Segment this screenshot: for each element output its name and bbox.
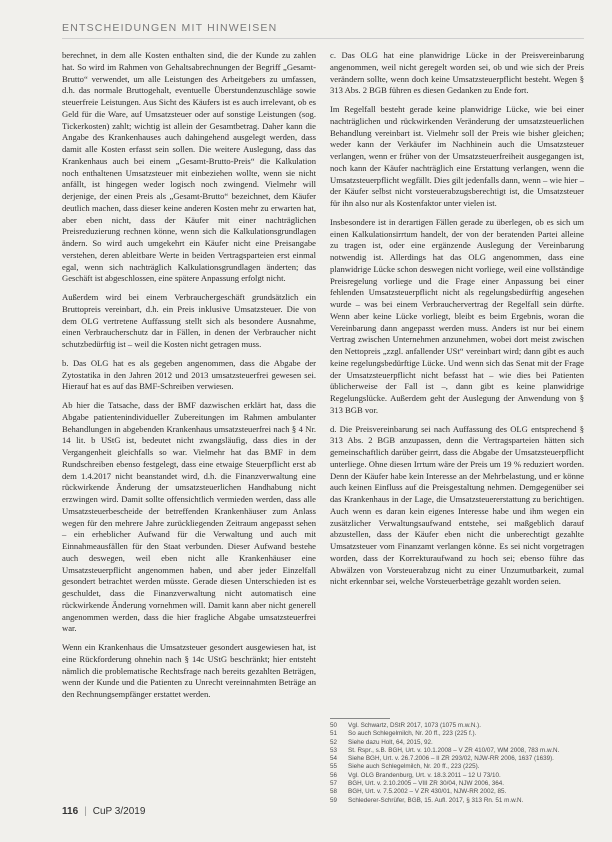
paragraph: berechnet, in dem alle Kosten enthalten sind, die der Kunde zu zahlen hat. So wird im Rahmen von Gehaltsabrechnungen der Begriff „Gesamt-Brutto“ verwendet, um alle Leistungen des Arbeitgebers zu umfassen, d.h. das normale Bruttogehalt, eventuelle Überstundenzuschläge sowie steuerfreie Leistungen. Aus Sicht des Käufers ist es auch irrelevant, ob es Geld für die Ware, auf Umsatzsteuer oder auf sonstige Leistungen (sog. Tickerkosten) zahlt; wichtig ist allein der Gesamtbetrag. Daher kann die Angabe des Krankenhauses auch dahingehend ausgelegt werden, dass damit alle Kosten erfasst sein sollen. Die weitere Auslegung, dass das Krankenhaus auch bei einem „Gesamt-Brutto-Preis“ die Kalkulation noch enthaltenen Umsatzsteuer mit einbeziehen wollte, wenn sie nicht anfällt, ist hingegen weder logisch noch zwingend. Vielmehr will derjenige, der einen Preis als „Gesamt-Brutto“ bezeichnet, dem Käufer deutlich machen, dass dieser keine anderen Kosten mehr zu erwarten hat, aber eben nicht, dass der Käufer mit einer nachträglichen Preisreduzierung rechnen könne, wenn sich die Kalkulationsgrundlagen ändern. So wird auch umgekehrt ein Käufer nicht eine Preisangabe verstehen, deren ableitbare Werte in beiden Vertragsparteien erst einmal egal, wenn sich nachträglich Kalkulationsgrundlagen änderten; das Geschäft ist abgeschlossen, eine spätere Anpassung erfolgt nicht.	[62, 50, 316, 284]
footnote	[330, 747, 584, 755]
paragraph: Im Regelfall besteht gerade keine planwidrige Lücke, wie bei einer nachträglichen und rückwirkenden Veränderung der umsatzsteuerlichen Behandlung vereinbart ist. Vielmehr soll der Preis wie bisher gleichen; weder kann der Verkäufer im Nachhinein auch die Umsatzsteuer verlangen, wenn er früher von der Umsatzsteuerfreiheit ausgegangen ist, noch kann der Käufer nachträglich eine Erstattung verlangen, wenn die Umsatzsteuerpflicht wegfällt. Dies gilt jedenfalls dann, wenn – wie hier – der Käufer selbst nicht vorsteuerabzugsberechtigt ist, die Umsatzsteuer für ihn also nur als Kostenfaktor unter vielen ist.	[330, 104, 584, 208]
footnote-text: Siehe auch Schlegelmilch, Nr. 20 ff., 223 (225).	[348, 763, 480, 771]
footnote-text: Schlederer-Schrüfer, BGB, 15. Aufl. 2017, § 313 Rn. 51 m.w.N.	[348, 796, 524, 804]
footnote	[330, 797, 584, 805]
right-column	[330, 50, 584, 595]
footnote-text: Vgl. Schwartz, DStR 2017, 1073 (1075 m.w.N.).	[348, 722, 481, 729]
section-header: ENTSCHEIDUNGEN MIT HINWEISEN	[62, 22, 278, 34]
footnote-number: 57	[330, 780, 338, 788]
footnote	[330, 739, 584, 747]
footnote	[330, 755, 584, 763]
footnote-text: Vgl. OLG Brandenburg, Urt. v. 18.3.2011 – 12 U 73/10.	[348, 771, 501, 779]
footnote-text: St. Rspr., s.B. BGH, Urt. v. 10.1.2008 – V ZR 410/07, WM 2008, 783 m.w.N.	[348, 746, 560, 754]
footnote-number: 56	[330, 771, 338, 779]
paragraph: d. Die Preisvereinbarung sei nach Auffassung des OLG entsprechend § 313 Abs. 2 BGB anzupassen, denn die Vertragsparteien hätten sich gemeinschaftlich darüber geirrt, dass die Abgabe der Umsatzsteuerpflicht unterliege. Ohne diesen Irrtum wäre der Preis um 19 % reduziert worden. Denn der Käufer habe kein Interesse an der Mehrbelastung, und er könne auch keinen Einfluss auf die Preisgestaltung nehmen. Demgegenüber sei das Krankenhaus in der Lage, die Umsatzsteuererstattung zu berichtigen. Auch wenn es daran kein eigenes Interesse habe und ihm wegen ein zusätzlicher Verwaltungsaufwand entstehe, sei maßgeblich darauf abzustellen, dass der Käufer eben nicht die unberechtigt gezahlte Umsatzsteuer vom Finanzamt verlangen könne. Es sei nicht vorgetragen worden, dass der Korrekturaufwand zu hoch sei; ebenso führe das Abwälzen von Vorsteuerabzug nicht zu einer Unzumutbarkeit, zumal nicht erkennbar sei, welche Vorsteuerbeträge gezahlt worden seien.	[330, 423, 584, 587]
footnote	[330, 763, 584, 771]
paragraph: b. Das OLG hat es als gegeben angenommen, dass die Abgabe der Zytostatika in den Jahren 2012 und 2013 umsatzsteuerfrei gewesen sei. Hierauf hat es auf das BMF-Schreiben verwiesen.	[62, 357, 316, 392]
footnote	[330, 780, 584, 788]
page-number: 116	[62, 806, 79, 817]
paragraph: Insbesondere ist in derartigen Fällen gerade zu überlegen, ob es sich um einen Kalkulationsirrtum handelt, der von der beratenden Partei alleine zu tragen ist, oder eine ergänzende Auslegung der Vereinbarung notwendig ist. Allerdings hat das OLG angenommen, dass eine planwidrige Lücke schon deswegen nicht vorliege, weil eine vollständige Preisregelung vorliege und die Frage einer Anpassung bei einer fehlenden Umsatzsteuerpflicht nicht als regelungsbedürftig angesehen wurde – was bei einem Verbrauchervertrag der Regelfall sein dürfte. Wenn aber keine Lücke vorliegt, bleibt es beim Ergebnis, woran die Vereinbarung dann angepasst werden muss. Anders ist nur bei einem Vertrag zwischen Unternehmen anzunehmen, wobei dort meist zwischen den Nettopreis „zzgl. anfallender USt“ vereinbart wird; dann gibt es auch keine regelungsbedürftige Lücke. Und wenn sich das Senat mit der Frage der Umsatzsteuerpflicht nicht befasst hat – wie dies bei Patienten üblicherweise der Fall ist –, dann gibt es keine planwidrige Regelungslücke. Außerdem geht der Auslegung der Anwendung von § 313 BGB vor.	[330, 216, 584, 415]
footnotes	[330, 722, 584, 805]
footnote	[330, 772, 584, 780]
folio-separator: |	[84, 806, 87, 817]
paragraph: Wenn ein Krankenhaus die Umsatzsteuer gesondert ausgewiesen hat, ist eine Rückforderung ohnehin nach § 14c UStG beschränkt; hier entsteht nämlich die problematische Rechtsfrage nach bereits gezahlten Beträgen, wenn der Kunde und die Patienten zu Unrecht vereinnahmten Beträge an den Rechnungsempfänger erstattet werden.	[62, 642, 316, 699]
footnote-number: 50	[330, 722, 338, 729]
footnote-rule	[330, 718, 390, 719]
header-rule	[62, 38, 584, 39]
footnote-number: 59	[330, 796, 338, 804]
footnote-number: 55	[330, 763, 338, 771]
footnote-text: So auch Schlegelmilch, Nr. 20 ff., 223 (225 f.).	[348, 730, 477, 738]
footnote	[330, 722, 584, 730]
left-column	[62, 50, 316, 708]
footnote-text: Siehe BGH, Urt. v. 26.7.2006 – II ZR 293/02, NJW-RR 2006, 1637 (1639).	[348, 755, 554, 763]
footnote-number: 58	[330, 788, 338, 796]
footnote-number: 53	[330, 746, 338, 754]
journal-issue: CuP 3/2019	[92, 806, 146, 817]
footnote	[330, 788, 584, 796]
footnote	[330, 730, 584, 738]
footnote-text: BGH, Urt. v. 7.5.2002 – V ZR 430/01, NJW-RR 2002, 85.	[348, 788, 507, 796]
footnote-number: 51	[330, 730, 338, 738]
footnote-number: 52	[330, 738, 338, 746]
page-folio	[62, 806, 145, 817]
paragraph: c. Das OLG hat eine planwidrige Lücke in der Preisvereinbarung angenommen, weil nicht geregelt worden sei, ob und wie sich der Preis verändern sollte, wenn doch keine Umsatzsteuerpflicht besteht. Wegen § 313 Abs. 2 BGB führen es diesen Gedanken zu Ende fort.	[330, 50, 584, 96]
footnote-text: Siehe dazu Holt, 64, 2015, 92.	[348, 738, 433, 746]
footnote-text: BGH, Urt. v. 2.10.2005 – VIII ZR 30/04, NJW 2006, 364.	[348, 780, 504, 788]
paragraph: Ab hier die Tatsache, dass der BMF dazwischen erklärt hat, dass die Abgabe patientenindividueller Zubereitungen im Rahmen ambulanter Behandlungen in abgebenden Krankenhaus umsatzsteuerfrei nach § 4 Nr. 14 lit. b UStG ist, bedeutet nicht zwangsläufig, dass dies in der Vergangenheit gleichfalls so war. Vielmehr hat das BMF in dem Rundschreiben ebenso festgelegt, dass eine etwaige Steuerpflicht erst ab dem 1.4.2017 nicht beanstandet wird, d.h. die Finanzverwaltung eine rückwirkende Änderung der umsatzsteuerlichen Handhabung nicht erzwingen wird. Damit sollte offensichtlich vermieden werden, dass alle Umsatzsteuerbescheide der betreffenden Krankenhäuser zum Anlass wegen für den mehrere Jahre zurückliegenden Zeitraum angepasst sehen – ein erheblicher Aufwand für die Verwaltung und auch mit Einnahmeausfällen für den Staat verbunden. Dieser Aufwand bestehe auch deswegen, weil eben nicht alle Krankenhäuser eine Umsatzsteuerpflicht angenommen haben, und aber jeder Einzelfall gesondert betrachtet werden müsste. Gerade diesen Unterschieden ist es geschuldet, dass die Finanzverwaltung nicht automatisch eine rückwirkende Änderung vornehmen will. Damit kann aber nicht generell angenommen werden, dass die hier fragliche Abgabe umsatzsteuerfrei war.	[62, 400, 316, 634]
footnote-number: 54	[330, 755, 338, 763]
paragraph: Außerdem wird bei einem Verbrauchergeschäft grundsätzlich ein Bruttopreis vereinbart, d.h. ein Preis inklusive Umsatzsteuer. Die von dem OLG vertretene Auffassung stellt sich als besondere Ausnahme, einen Verbraucherschutz dar in Fällen, in denen der Verbraucher nicht schutzbedürftig ist – weil die Kosten nicht getragen muss.	[62, 292, 316, 349]
